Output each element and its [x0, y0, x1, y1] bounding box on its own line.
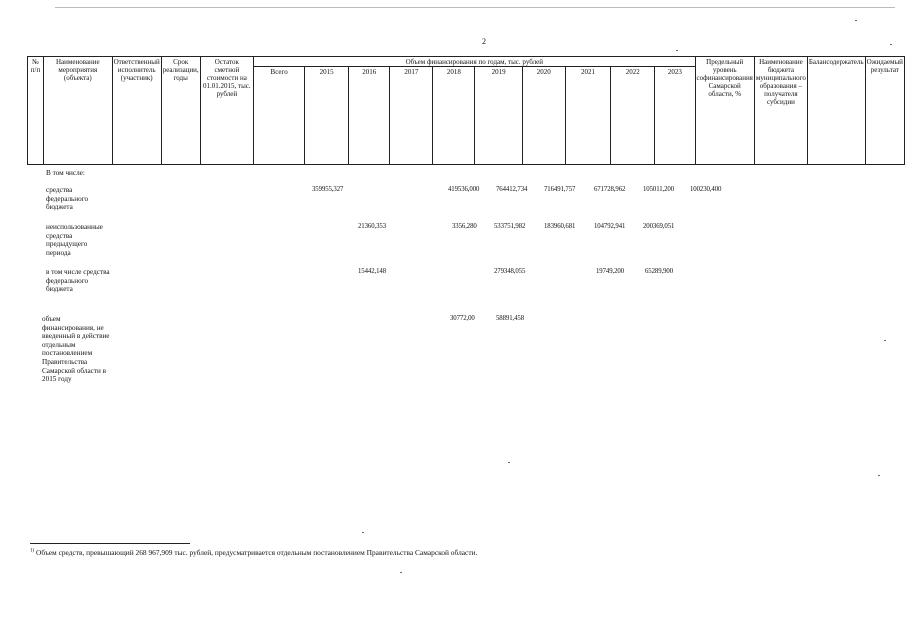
- row1-value-2022: 105011,200: [643, 186, 675, 193]
- header-year-2023: 2023: [655, 67, 695, 165]
- scan-speck: [508, 462, 510, 463]
- row2-value-2019: 533751,982: [494, 223, 526, 230]
- footnote-mark: 1): [30, 548, 35, 554]
- row-label-incl-federal: в том числе средства федерального бюджета: [46, 268, 110, 294]
- scan-speck: [878, 475, 880, 476]
- header-total: Всего: [254, 67, 305, 165]
- footnote-separator: [30, 543, 190, 544]
- row3-value-2022: 65289,900: [645, 268, 673, 275]
- header-year-2019: 2019: [475, 67, 522, 165]
- header-responsible: Ответственный исполнитель (участник): [112, 57, 161, 165]
- header-period: Срок реализации, годы: [161, 57, 200, 165]
- footnote-text: Объем средств, превышающий 268 967,909 тыс. рублей, предусматривается отдельным постановлением Правительства Самарской области.: [36, 548, 478, 557]
- row1-value-2019: 764412,734: [496, 186, 528, 193]
- header-recipient: Наименование бюджета муниципального образования – получателя субсидии: [754, 57, 807, 165]
- header-year-2017: 2017: [390, 67, 433, 165]
- header-year-2021: 2021: [565, 67, 611, 165]
- footnote: [30, 548, 477, 557]
- scan-speck: [362, 532, 364, 533]
- scan-speck: [400, 572, 402, 573]
- header-holder: Балансодержатель: [807, 57, 865, 165]
- row1-value-2020: 716491,757: [544, 186, 576, 193]
- row3-value-2019: 279348,055: [494, 268, 526, 275]
- row-label-unused-funds: неиспользованные средства предыдущего периода: [46, 223, 103, 257]
- scan-speck: [890, 44, 892, 45]
- scan-speck: [676, 50, 678, 51]
- row3-value-2016: 15442,148: [358, 268, 386, 275]
- row2-value-2016: 21360,353: [358, 223, 386, 230]
- header-no: № п/п: [28, 57, 44, 165]
- header-year-2020: 2020: [522, 67, 565, 165]
- scan-top-edge: [55, 7, 895, 8]
- header-year-2018: 2018: [433, 67, 475, 165]
- row2-value-2021: 104792,941: [594, 223, 626, 230]
- row-label-not-enacted: объем финансирования, не введенный в действие отдельным постановлением Правительства Самарской области в 2015 году: [42, 315, 110, 384]
- row4-value-2018: 30772,00: [450, 315, 475, 322]
- row-label-federal-budget: средства федерального бюджета: [46, 186, 89, 212]
- scan-speck: [855, 20, 857, 21]
- header-year-2015: 2015: [305, 67, 349, 165]
- row2-value-2018: 3356,280: [452, 223, 477, 230]
- row1-value-2015: 359955,327: [312, 186, 344, 193]
- row1-value-2018: 419536,000: [448, 186, 480, 193]
- row2-value-2020: 183960,681: [544, 223, 576, 230]
- row2-value-2022: 200369,051: [643, 223, 675, 230]
- header-cofinancing: Предельный уровень софинансирования Самарской области, %: [695, 57, 754, 165]
- funding-header-table: [27, 56, 905, 165]
- header-funding-group: Объем финансирования по годам, тыс. рублей: [254, 57, 696, 67]
- header-year-2022: 2022: [611, 67, 655, 165]
- in-that-number-label: В том числе:: [46, 169, 85, 177]
- header-result: Ожидаемый результат: [865, 57, 904, 165]
- row4-value-2019: 58891,458: [496, 315, 524, 322]
- page-number: 2: [482, 37, 486, 46]
- row3-value-2021: 19749,200: [596, 268, 624, 275]
- row1-value-2021: 671728,962: [594, 186, 626, 193]
- header-year-2016: 2016: [349, 67, 390, 165]
- scan-speck: [884, 340, 886, 341]
- header-remainder: Остаток сметной стоимости на 01.01.2015, тыс. рублей: [200, 57, 253, 165]
- header-name: Наименование мероприятия (объекта): [44, 57, 113, 165]
- row1-value-2023: 100230,400: [690, 186, 722, 193]
